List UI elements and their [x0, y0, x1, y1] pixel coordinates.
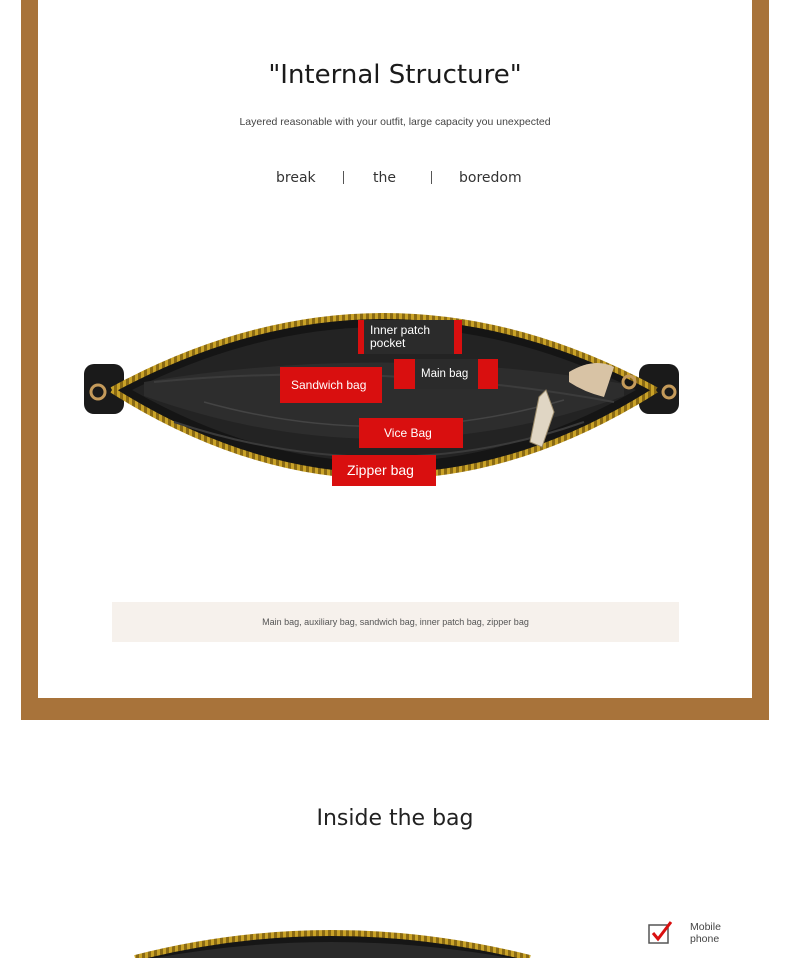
- label-inner-patch-pocket-text: Inner patch pocket: [370, 323, 431, 350]
- label-accent-bar: [394, 359, 415, 389]
- bag-preview-image: [130, 918, 540, 958]
- label-zipper-bag: [332, 455, 436, 486]
- label-accent-bar: [478, 359, 498, 389]
- label-accent-bar: [358, 320, 364, 354]
- label-sandwich-bag: [280, 367, 382, 403]
- tagline-word-1: break: [276, 170, 316, 186]
- label-accent-bar: [454, 320, 462, 354]
- label-sandwich-bag-text: Sandwich bag: [291, 377, 367, 392]
- label-zipper-bag-text: Zipper bag: [347, 462, 414, 478]
- mobile-phone-label: Mobile phone: [690, 921, 721, 945]
- compartments-caption: [112, 602, 679, 642]
- tagline-word-3: boredom: [459, 170, 522, 186]
- inside-bag-title: Inside the bag: [316, 806, 474, 831]
- label-main-bag: [394, 359, 498, 389]
- section-subtitle: Layered reasonable with your outfit, large capacity you unexpected: [239, 116, 551, 128]
- label-inner-patch-pocket: [358, 320, 462, 354]
- tagline-word-2: the: [373, 170, 396, 186]
- tagline-separator: [343, 171, 344, 184]
- checkbox-checked-icon: [647, 920, 673, 946]
- section-title: "Internal Structure": [268, 60, 522, 90]
- label-main-bag-text: Main bag: [421, 367, 469, 380]
- tagline-separator: [431, 171, 432, 184]
- label-vice-bag: [359, 418, 463, 448]
- compartments-caption-text: Main bag, auxiliary bag, sandwich bag, inner patch bag, zipper bag: [262, 617, 529, 627]
- label-vice-bag-text: Vice Bag: [384, 425, 432, 440]
